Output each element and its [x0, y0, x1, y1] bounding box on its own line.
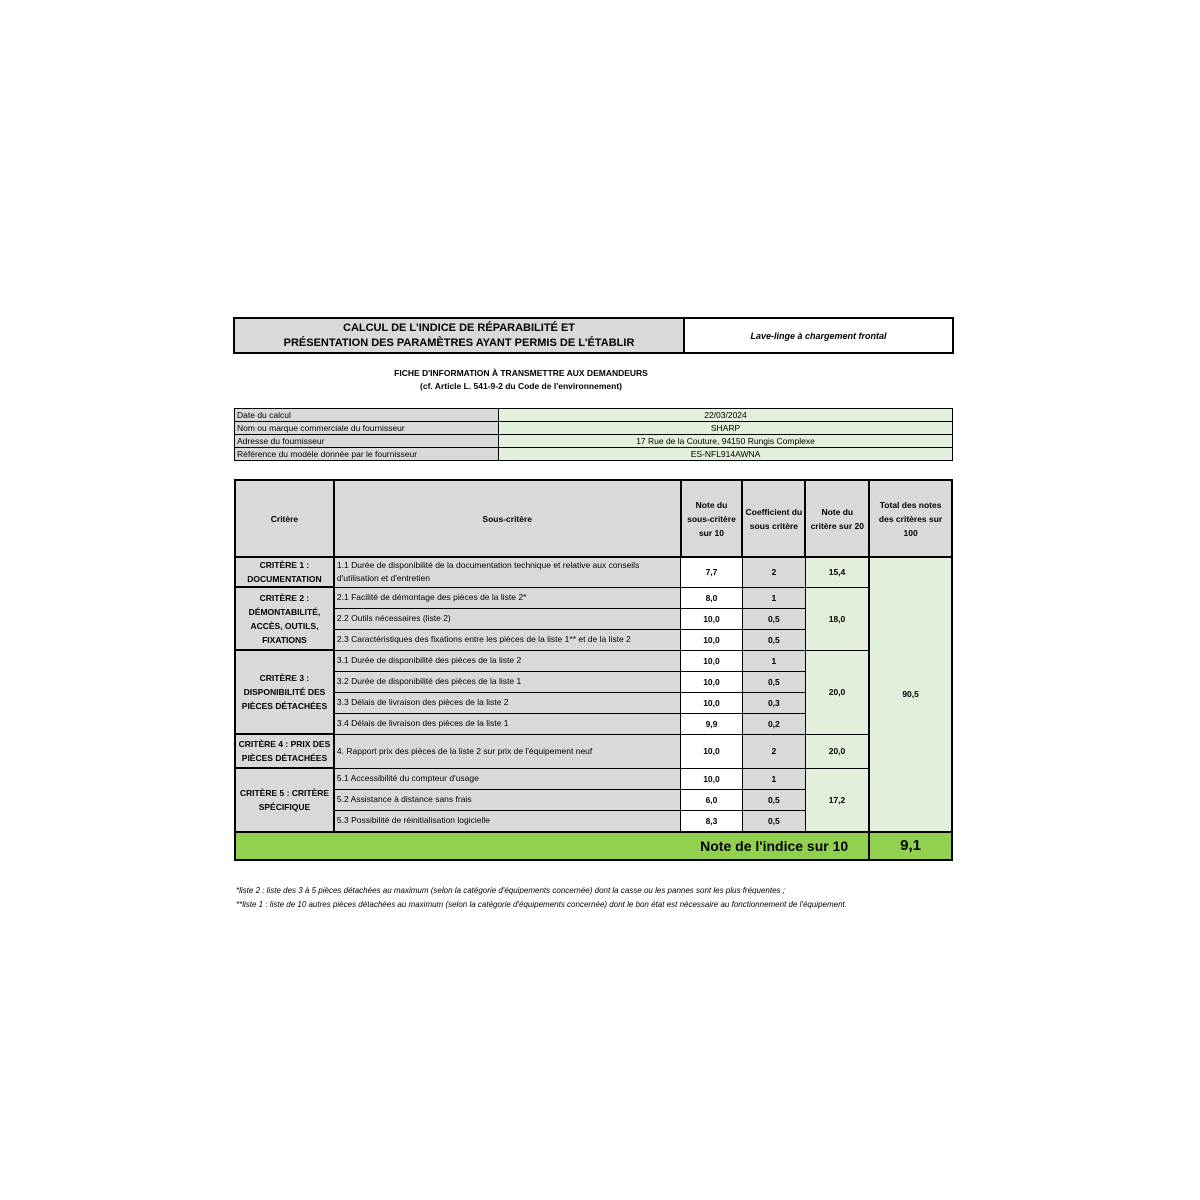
subcriterion-label: 5.3 Possibilité de réinitialisation logicielle: [334, 810, 681, 832]
criterion-name: CRITÈRE 1 : DOCUMENTATION: [235, 557, 334, 587]
subcriterion-note: 10,0: [681, 629, 743, 650]
footnote-liste-2: *liste 2 : liste des 3 à 5 pièces détachées au maximum (selon la catégorie d'équipements concernée) dont la casse ou les pannes sont les plus fréquentes ;: [236, 886, 785, 895]
criterion-score20: 18,0: [805, 587, 869, 650]
product-type: Lave-linge à chargement frontal: [750, 330, 887, 341]
col-header-coef: Coefficient du sous critère: [742, 480, 805, 557]
subcriterion-label: 2.1 Facilité de démontage des pièces de la liste 2*: [334, 587, 681, 608]
subcriterion-label: 2.3 Caractéristiques des fixations entre les pièces de la liste 1** et de la liste 2: [334, 629, 681, 650]
info-value: SHARP: [499, 422, 953, 435]
subcriterion-note: 10,0: [681, 734, 743, 768]
info-label: Date du calcul: [235, 409, 499, 422]
subcriterion-coef: 0,5: [742, 810, 805, 832]
criterion-name: CRITÈRE 3 : DISPONIBILITÉ DES PIÈCES DÉTACHÉES: [235, 650, 334, 734]
title-line-2: PRÉSENTATION DES PARAMÈTRES AYANT PERMIS DE L'ÉTABLIR: [283, 336, 635, 349]
title-line-1: CALCUL DE L'INDICE DE RÉPARABILITÉ ET: [343, 321, 575, 334]
total-score100: 90,5: [869, 557, 952, 832]
subcriterion-coef: 2: [742, 734, 805, 768]
info-row: [235, 435, 953, 448]
final-score-label: Note de l'indice sur 10: [235, 832, 869, 860]
subcriterion-note: 9,9: [681, 713, 743, 734]
subcriterion-note: 8,0: [681, 587, 743, 608]
info-value: 17 Rue de la Couture, 94150 Rungis Complexe: [499, 435, 953, 448]
info-value: 22/03/2024: [499, 409, 953, 422]
criterion-name: CRITÈRE 2 : DÉMONTABILITÉ, ACCÈS, OUTILS, FIXATIONS: [235, 587, 334, 650]
supplier-info-table: [234, 408, 953, 461]
subcriterion-coef: 0,5: [742, 629, 805, 650]
subcriterion-coef: 0,2: [742, 713, 805, 734]
col-header-note10: Note du sous-critère sur 10: [681, 480, 743, 557]
info-row: [235, 448, 953, 461]
subcriterion-label: 4. Rapport prix des pièces de la liste 2 sur prix de l'équipement neuf: [334, 734, 681, 768]
subcriterion-note: 6,0: [681, 789, 743, 810]
col-header-sous-critere: Sous-critère: [334, 480, 681, 557]
subcriterion-label: 5.1 Accessibilité du compteur d'usage: [334, 768, 681, 789]
subcriterion-coef: 0,5: [742, 608, 805, 629]
info-value: ES-NFL914AWNA: [499, 448, 953, 461]
footnotes: [236, 884, 926, 912]
subcriterion-note: 7,7: [681, 557, 743, 587]
subtitle-line-2: (cf. Article L. 541-9-2 du Code de l'environnement): [420, 381, 622, 391]
table-row: [235, 734, 952, 768]
table-row: [235, 768, 952, 789]
criterion-score20: 20,0: [805, 734, 869, 768]
subcriterion-label: 3.2 Durée de disponibilité des pièces de la liste 1: [334, 671, 681, 692]
info-label: Nom ou marque commerciale du fournisseur: [235, 422, 499, 435]
table-row: [235, 557, 952, 587]
criterion-name: CRITÈRE 5 : CRITÈRE SPÉCIFIQUE: [235, 768, 334, 832]
criterion-score20: 17,2: [805, 768, 869, 832]
subcriterion-label: 1.1 Durée de disponibilité de la documentation technique et relative aux conseils d'utilisation et d'entretien: [334, 557, 681, 587]
col-header-critere: Critère: [235, 480, 334, 557]
subcriterion-label: 3.4 Délais de livraison des pièces de la liste 1: [334, 713, 681, 734]
title-box: [235, 319, 685, 352]
subcriterion-coef: 2: [742, 557, 805, 587]
footnote-liste-1: **liste 1 : liste de 10 autres pièces détachées au maximum (selon la catégorie d'équipements concernée) dont le bon état est nécessaire au fonctionnement de l'équipement.: [236, 900, 847, 909]
subcriterion-note: 8,3: [681, 810, 743, 832]
final-score-row: [235, 832, 952, 860]
col-header-total: Total des notes des critères sur 100: [869, 480, 952, 557]
subcriterion-coef: 0,3: [742, 692, 805, 713]
table-row: [235, 650, 952, 671]
subtitle: [233, 367, 809, 393]
subcriterion-label: 5.2 Assistance à distance sans frais: [334, 789, 681, 810]
info-row: [235, 409, 953, 422]
col-header-note20: Note du critère sur 20: [805, 480, 869, 557]
subcriterion-note: 10,0: [681, 608, 743, 629]
criterion-score20: 15,4: [805, 557, 869, 587]
subcriterion-note: 10,0: [681, 671, 743, 692]
info-label: Référence du modèle donnée par le fournisseur: [235, 448, 499, 461]
subcriterion-label: 2.2 Outils nécessaires (liste 2): [334, 608, 681, 629]
info-label: Adresse du fournisseur: [235, 435, 499, 448]
repairability-score-table: [234, 479, 953, 861]
subcriterion-coef: 1: [742, 650, 805, 671]
subcriterion-coef: 0,5: [742, 789, 805, 810]
table-row: [235, 587, 952, 608]
final-score-value: 9,1: [869, 832, 952, 860]
subcriterion-label: 3.3 Délais de livraison des pièces de la liste 2: [334, 692, 681, 713]
subcriterion-coef: 1: [742, 587, 805, 608]
subcriterion-note: 10,0: [681, 650, 743, 671]
subcriterion-note: 10,0: [681, 692, 743, 713]
subcriterion-coef: 0,5: [742, 671, 805, 692]
subcriterion-label: 3.1 Durée de disponibilité des pièces de la liste 2: [334, 650, 681, 671]
info-row: [235, 422, 953, 435]
criterion-score20: 20,0: [805, 650, 869, 734]
subcriterion-coef: 1: [742, 768, 805, 789]
document-header: [233, 317, 954, 354]
table-header-row: [235, 480, 952, 557]
subcriterion-note: 10,0: [681, 768, 743, 789]
criterion-name: CRITÈRE 4 : PRIX DES PIÈCES DÉTACHÉES: [235, 734, 334, 768]
subtitle-line-1: FICHE D'INFORMATION À TRANSMETTRE AUX DEMANDEURS: [394, 368, 648, 378]
